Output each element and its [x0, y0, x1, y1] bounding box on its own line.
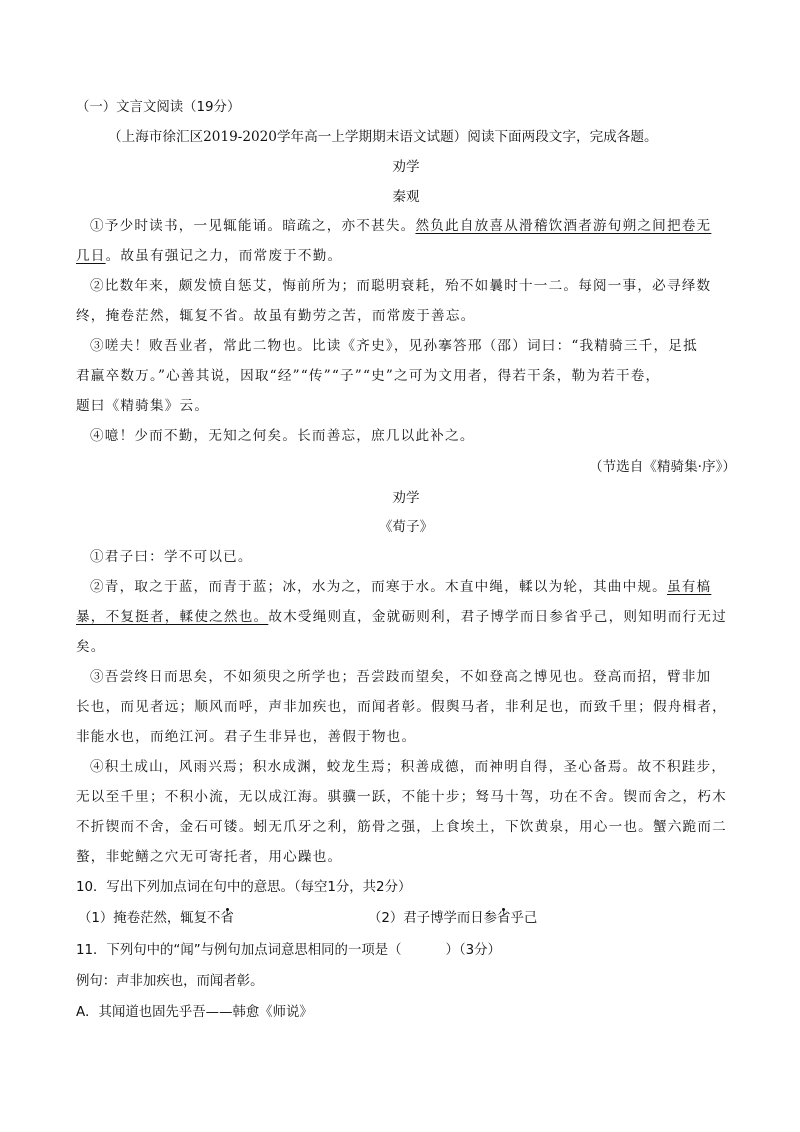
passage1-para1-underlined-a: 然负此自放喜从滑稽饮酒者游旬朔之间把卷无 [415, 218, 712, 234]
passage1-para1-line1 [90, 216, 750, 236]
passage2-para2-text-b: 故木受绳则直，金就砺则利，君子博学而日参省乎己，则知明而行无过 [268, 609, 727, 625]
passage2-para2-text-a: ②青，取之于蓝，而青于蓝；冰，水为之，而寒于水。木直中绳，輮以为轮，其曲中规。 [90, 579, 667, 595]
question-10-item2 [368, 909, 738, 929]
question-10-item1-dotted-word: 省 [220, 911, 234, 926]
question-11-score: ）（3分） [445, 943, 501, 958]
passage2-para4-line1: ④积土成山，风雨兴焉；积水成渊，蛟龙生焉；积善成德，而神明自得，圣心备焉。故不积跬步， [90, 759, 727, 775]
passage1-para1-underlined-b: 几日 [76, 248, 106, 264]
question-11-stem-text: 11．下列句中的“闻”与例句加点词意思相同的一项是（ [76, 943, 402, 958]
passage1-para3-line1: ③嗟夫！败吾业者，常此二物也。比读《齐史》，见孙搴答邢（邵）词曰：“我精骑三千，足抵 [90, 338, 698, 354]
passage2-para1: ①君子曰：学不可以已。 [90, 549, 253, 565]
passage1-para3-line3: 题曰《精骑集》云。 [76, 398, 210, 414]
passage2-para4-line3: 不折锲而不舍，金石可镂。蚓无爪牙之利，筋骨之强，上食埃土，下饮黄泉，用心一也。蟹六跪而二 [76, 819, 727, 835]
passage1-para4: ④噫！少而不勤，无知之何矣。长而善忘，庶几以此补之。 [90, 428, 475, 444]
passage2-para3-line3: 非能水也，而绝江河。君子生非异也，善假于物也。 [76, 729, 417, 745]
passage1-para2-line1: ②比数年来，颇发愤自惩艾，悔前所为；而聪明衰耗，殆不如曩时十一二。每阅一事，必寻绎数 [90, 278, 712, 294]
question-10-item2-text: （2）君子博学而日参 [368, 911, 498, 926]
question-11-option-a[interactable]: A．其闻道也固先乎吾——韩愈《师说》 [76, 1005, 313, 1020]
question-10-item2-tail: 乎己 [510, 911, 538, 926]
question-10-item2-dotted-word: 省 [497, 911, 511, 926]
passage2-title: 劝学 [392, 490, 420, 506]
source-note: （上海市徐汇区2019-2020学年高一上学期期末语文试题）阅读下面两段文字，完成各题。 [108, 129, 658, 145]
passage1-author: 秦观 [392, 189, 420, 205]
passage1-para1-tail: 。故虽有强记之力，而常废于不勤。 [105, 248, 343, 264]
passage2-author: 《荀子》 [378, 519, 434, 535]
passage2-para4-line2: 无以至千里；不积小流，无以成江海。骐骥一跃，不能十步；驽马十驾，功在不舍。锲而舍之，朽木 [76, 789, 727, 805]
question-11-example: 例句：声非加疾也，而闻者彰。 [76, 974, 264, 989]
passage1-para3-line2: 君羸卒数万。”心善其说，因取“经”“传”“子”“史”之可为文用者，得若干条，勒为若干卷， [76, 368, 661, 384]
passage2-para3-line2: 长也，而见者远；顺风而呼，声非加疾也，而闻者彰。假舆马者，非利足也，而致千里；假舟楫者， [76, 699, 727, 715]
passage1-para1-line2 [76, 246, 736, 266]
question-10-item1-text: （1）掩卷茫然，辄复不 [78, 911, 221, 926]
passage2-para2-line1 [90, 577, 750, 597]
passage1-title: 劝学 [392, 159, 420, 175]
passage2-para2-underlined-b: 暴，不复挺者，輮使之然也。 [76, 609, 269, 625]
passage1-source: （节选自《精骑集·序》） [588, 459, 736, 475]
passage1-para1-text: ①予少时读书，一见辄能诵。暗疏之，亦不甚失。 [90, 218, 416, 234]
question-11-stem [76, 941, 736, 961]
passage2-para2-line3: 矣。 [76, 639, 106, 655]
passage2-para2-line2 [76, 607, 736, 627]
question-10-stem: 10．写出下列加点词在句中的意思。（每空1分，共2分） [76, 880, 412, 895]
passage2-para2-underlined-a: 虽有槁 [666, 579, 712, 595]
passage2-para3-line1: ③吾尝终日而思矣，不如须臾之所学也；吾尝跂而望矣，不如登高之博见也。登高而招，臂非加 [90, 669, 712, 685]
passage1-para2-line2: 终，掩卷茫然，辄复不省。故虽有勤劳之苦，而常废于善忘。 [76, 308, 476, 324]
section-title: （一）文言文阅读（19分） [76, 100, 241, 115]
passage2-para4-line4: 螯，非蛇鳝之穴无可寄托者，用心躁也。 [76, 849, 343, 865]
